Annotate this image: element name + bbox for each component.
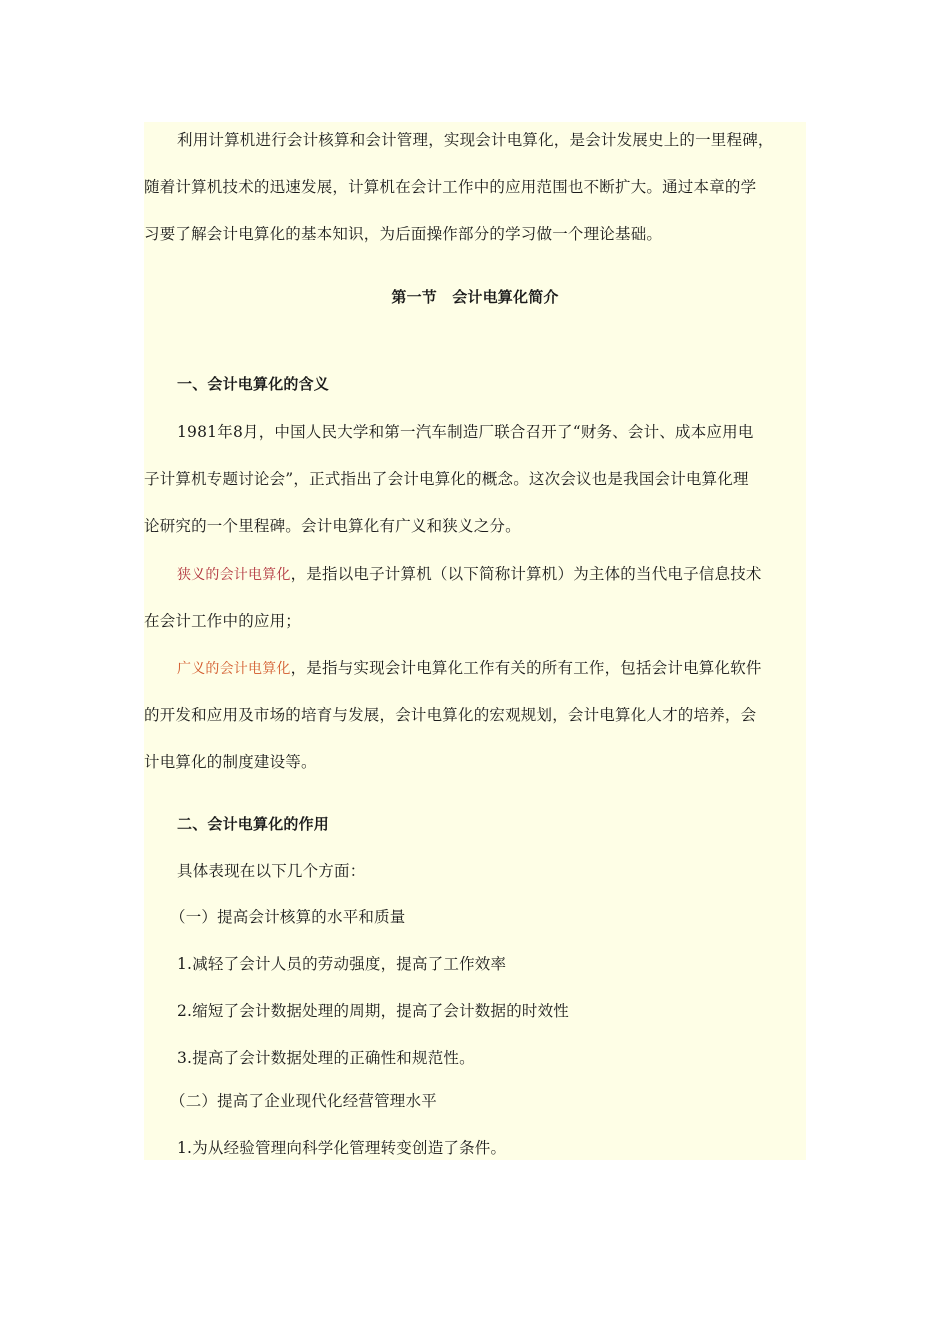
broad-definition-line-1 (144, 658, 839, 679)
list-item: 3.提高了会计数据处理的正确性和规范性。 (177, 1049, 475, 1067)
para-meaning-line-2: 子计算机专题讨论会”，正式指出了会计电算化的概念。这次会议也是我国会计电算化理 (144, 470, 749, 488)
narrow-definition-text: ，是指以电子计算机（以下简称计算机）为主体的当代电子信息技术 (290, 565, 762, 583)
heading-functions: 二、会计电算化的作用 (177, 815, 330, 833)
para-functions-intro: 具体表现在以下几个方面： (177, 862, 366, 880)
narrow-term: 狭义的会计电算化 (177, 567, 291, 583)
list-item: 1.为从经验管理向科学化管理转变创造了条件。 (177, 1139, 507, 1157)
para-meaning-line-1: 1981年8月，中国人民大学和第一汽车制造厂联合召开了“财务、会计、成本应用电 (177, 423, 754, 441)
subheading-2: （二）提高了企业现代化经营管理水平 (170, 1092, 437, 1110)
heading-meaning: 一、会计电算化的含义 (177, 375, 330, 393)
document-page (144, 122, 806, 1160)
list-item: 1.减轻了会计人员的劳动强度，提高了工作效率 (177, 955, 507, 973)
para-meaning-line-3: 论研究的一个里程碑。会计电算化有广义和狭义之分。 (144, 517, 521, 535)
list-item: 2.缩短了会计数据处理的周期，提高了会计数据的时效性 (177, 1002, 569, 1020)
intro-line-3: 习要了解会计电算化的基本知识，为后面操作部分的学习做一个理论基础。 (144, 225, 663, 243)
subheading-1: （一）提高会计核算的水平和质量 (170, 908, 406, 926)
intro-line-2: 随着计算机技术的迅速发展，计算机在会计工作中的应用范围也不断扩大。通过本章的学 (144, 178, 757, 196)
broad-term: 广义的会计电算化 (177, 661, 291, 677)
intro-line-1: 利用计算机进行会计核算和会计管理，实现会计电算化，是会计发展史上的一里程碑， (177, 131, 774, 149)
narrow-definition-line-2: 在会计工作中的应用； (144, 612, 302, 630)
broad-definition-line-2: 的开发和应用及市场的培育与发展，会计电算化的宏观规划，会计电算化人才的培养，会 (144, 706, 757, 724)
narrow-definition-line-1 (144, 564, 839, 585)
broad-definition-text: ，是指与实现会计电算化工作有关的所有工作，包括会计电算化软件 (290, 659, 762, 677)
section-title: 第一节 会计电算化简介 (391, 288, 559, 306)
broad-definition-line-3: 计电算化的制度建设等。 (144, 753, 317, 771)
